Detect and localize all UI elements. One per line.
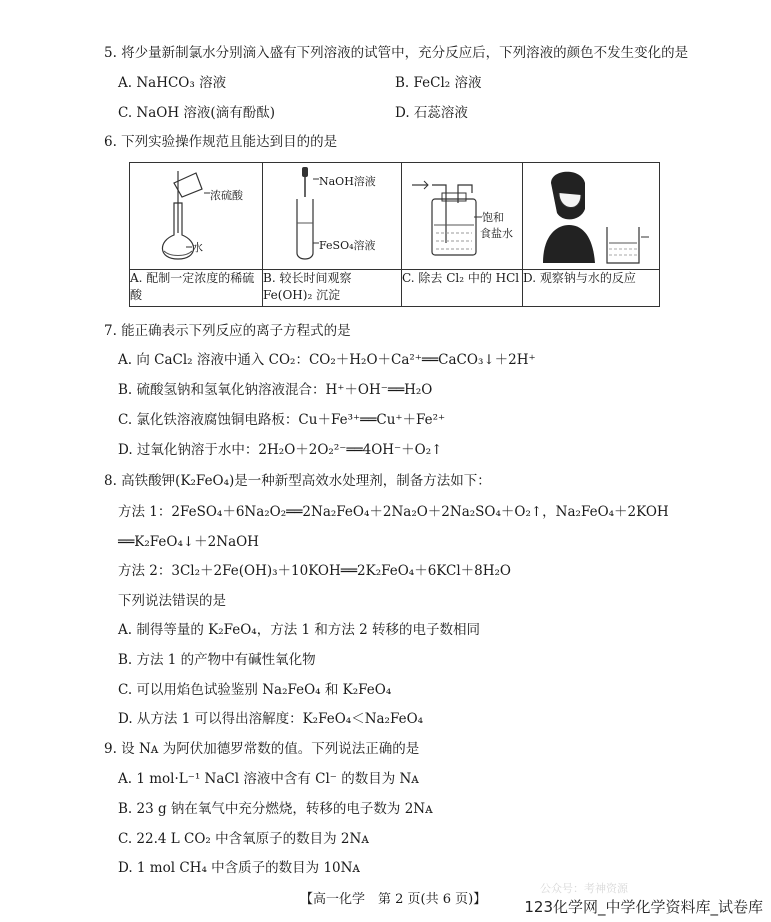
site-watermark: 123化学网_中学化学资料库_试卷库 [524,898,763,916]
q8-method2: 方法 2：3Cl₂＋2Fe(OH)₃＋10KOH══2K₂FeO₄＋6KCl＋8H₂O [118,563,512,579]
q8-option-d: D. 从方法 1 可以得出溶解度：K₂FeO₄＜Na₂FeO₄ [118,711,424,727]
person-observing-beaker-illustration [523,163,659,269]
q6-stem: 6. 下列实验操作规范且能达到目的的是 [104,134,338,150]
page-footer: 【高一化学 第 2 页(共 6 页)】 [300,892,487,907]
apparatus-d [523,163,660,270]
faint-watermark: 公众号：考神资源 [540,882,628,895]
q5-stem: 5. 将少量新制氯水分别滴入盛有下列溶液的试管中，充分反应后，下列溶液的颜色不发生变化的是 [104,45,689,61]
q8-option-c: C. 可以用焰色试验鉴别 Na₂FeO₄ 和 K₂FeO₄ [118,682,392,698]
q9-stem: 9. 设 Nᴀ 为阿伏加德罗常数的值。下列说法正确的是 [104,741,420,757]
label-conc-sulfuric-acid: 浓硫酸 [210,189,243,202]
q8-stem: 8. 高铁酸钾(K₂FeO₄)是一种新型高效水处理剂，制备方法如下： [104,473,491,489]
q7-option-b: B. 硫酸氢钠和氢氧化钠溶液混合：H⁺＋OH⁻══H₂O [118,382,433,398]
q7-option-a: A. 向 CaCl₂ 溶液中通入 CO₂：CO₂＋H₂O＋Ca²⁺══CaCO₃↓＋2H⁺ [118,352,536,368]
label-water: 水 [192,241,203,254]
q7-option-c: C. 氯化铁溶液腐蚀铜电路板：Cu＋Fe³⁺══Cu⁺＋Fe²⁺ [118,412,446,428]
q9-option-d: D. 1 mol CH₄ 中含质子的数目为 10Nᴀ [118,860,361,876]
experiment-table [129,162,660,307]
q5-option-c: C. NaOH 溶液(滴有酚酞) [118,105,275,121]
q9-option-b: B. 23 g 钠在氧气中充分燃烧，转移的电子数为 2Nᴀ [118,801,433,817]
label-feso4-solution: FeSO₄溶液 [319,239,376,252]
q9-option-a: A. 1 mol·L⁻¹ NaCl 溶液中含有 Cl⁻ 的数目为 Nᴀ [118,771,419,787]
q8-method1-line1: 方法 1：2FeSO₄＋6Na₂O₂══2Na₂FeO₄＋2Na₂O＋2Na₂SO₄＋O₂↑，Na₂FeO₄＋2KOH [118,504,669,520]
apparatus-b [263,163,402,270]
q8-ask: 下列说法错误的是 [118,593,226,609]
q8-method1-line2: ══K₂FeO₄↓＋2NaOH [118,534,259,550]
apparatus-a [130,163,263,270]
q5-option-d: D. 石蕊溶液 [395,105,468,121]
q9-option-c: C. 22.4 L CO₂ 中含氧原子的数目为 2Nᴀ [118,831,369,847]
q7-stem: 7. 能正确表示下列反应的离子方程式的是 [104,323,351,339]
q5-option-a: A. NaHCO₃ 溶液 [118,75,227,91]
caption-d: D. 观察钠与水的反应 [523,270,660,307]
q5-option-b: B. FeCl₂ 溶液 [395,75,482,91]
caption-a: A. 配制一定浓度的稀硫酸 [130,270,263,307]
q8-option-b: B. 方法 1 的产物中有碱性氧化物 [118,652,316,668]
caption-b: B. 较长时间观察 Fe(OH)₂ 沉淀 [263,270,402,307]
q7-option-d: D. 过氧化钠溶于水中：2H₂O＋2O₂²⁻══4OH⁻＋O₂↑ [118,442,443,458]
apparatus-c [402,163,523,270]
caption-c: C. 除去 Cl₂ 中的 HCl [402,270,523,307]
label-saturated: 饱和 [482,211,504,224]
label-brine: 食盐水 [480,227,513,240]
q8-option-a: A. 制得等量的 K₂FeO₄，方法 1 和方法 2 转移的电子数相同 [118,622,481,638]
label-naoh-solution: NaOH溶液 [319,175,376,188]
gas-wash-bottle-illustration [402,163,522,269]
